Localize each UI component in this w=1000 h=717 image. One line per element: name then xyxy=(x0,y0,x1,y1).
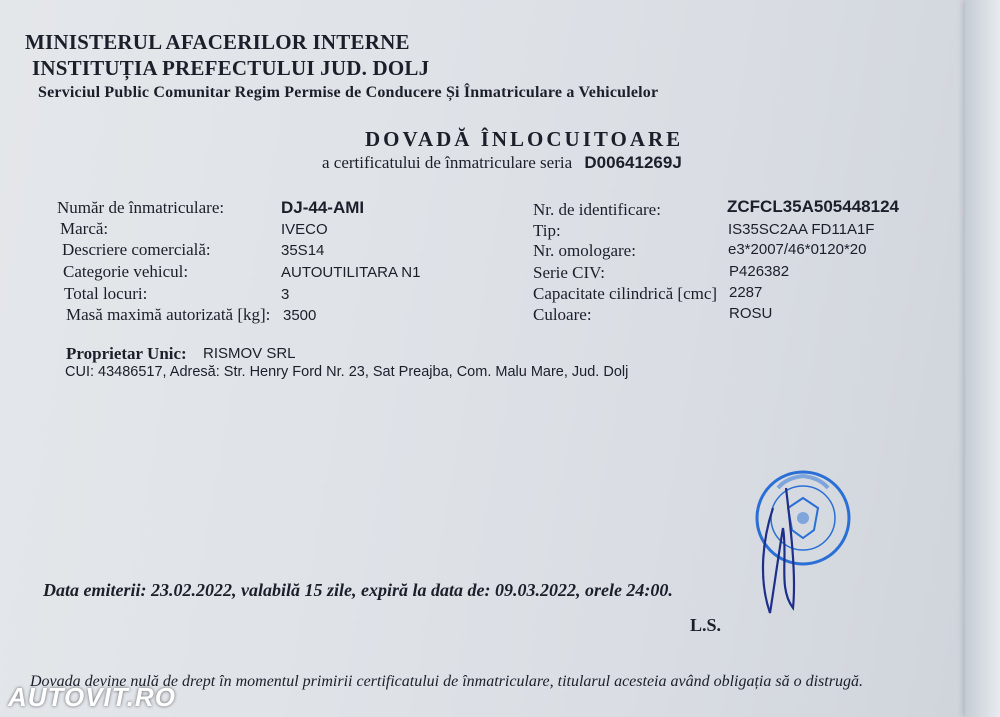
field-label: Marcă: xyxy=(60,219,109,238)
field-value: e3*2007/46*0120*20 xyxy=(728,241,867,258)
document-subtitle xyxy=(322,153,682,173)
owner-address: CUI: 43486517, Adresă: Str. Henry Ford Nr. 23, Sat Preajba, Com. Malu Mare, Jud. Dolj xyxy=(65,364,629,380)
vin-number: ZCFCL35A505448124 xyxy=(727,197,899,216)
field-label: Total locuri: xyxy=(64,284,148,303)
field-label: Nr. de identificare: xyxy=(533,200,661,219)
field-value: 35S14 xyxy=(281,242,325,259)
second-document-edge xyxy=(965,0,1000,717)
field-label: Număr de înmatriculare: xyxy=(57,198,225,217)
field-value: 2287 xyxy=(729,284,763,301)
plate-number: DJ-44-AMI xyxy=(281,198,365,217)
issue-date-line: Data emiterii: 23.02.2022, valabilă 15 zile, expiră la data de: 09.03.2022, orele 24:00. xyxy=(43,580,673,600)
owner-name: RISMOV SRL xyxy=(203,345,296,362)
field-value: 3500 xyxy=(283,307,317,324)
field-label: Descriere comercială: xyxy=(62,240,211,259)
ministry-heading: MINISTERUL AFACERILOR INTERNE xyxy=(25,30,410,54)
ls-mark: L.S. xyxy=(690,615,722,635)
footer-note: Dovada devine nulă de drept în momentul primirii certificatului de înmatriculare, titularul acesteia având obligația să o distrugă. xyxy=(30,673,863,690)
service-heading: Serviciul Public Comunitar Regim Permise de Conducere Și Înmatriculare a Vehiculelor xyxy=(38,84,659,101)
field-value: P426382 xyxy=(729,263,790,280)
field-label: Culoare: xyxy=(533,305,592,324)
subtitle-text: a certificatului de înmatriculare seria xyxy=(322,153,573,172)
owner-label: Proprietar Unic: xyxy=(66,344,187,363)
field-label: Tip: xyxy=(533,221,561,240)
document-title: DOVADĂ ÎNLOCUITOARE xyxy=(365,127,684,151)
field-value: IS35SC2AA FD11A1F xyxy=(728,221,875,238)
field-label: Nr. omologare: xyxy=(533,241,636,260)
field-label: Capacitate cilindrică [cmc] xyxy=(533,284,718,303)
field-label: Serie CIV: xyxy=(533,263,605,282)
field-value: 3 xyxy=(281,286,290,303)
field-value: IVECO xyxy=(281,221,328,238)
field-label: Categorie vehicul: xyxy=(63,262,189,281)
watermark-logo: AUTOVIT.RO xyxy=(8,682,176,712)
official-stamp xyxy=(748,468,858,618)
institution-heading: INSTITUȚIA PREFECTULUI JUD. DOLJ xyxy=(32,56,430,80)
certificate-series: D00641269J xyxy=(584,153,682,172)
field-label: Masă maximă autorizată [kg]: xyxy=(66,305,271,324)
field-value: AUTOUTILITARA N1 xyxy=(281,264,421,281)
field-value: ROSU xyxy=(729,305,773,322)
